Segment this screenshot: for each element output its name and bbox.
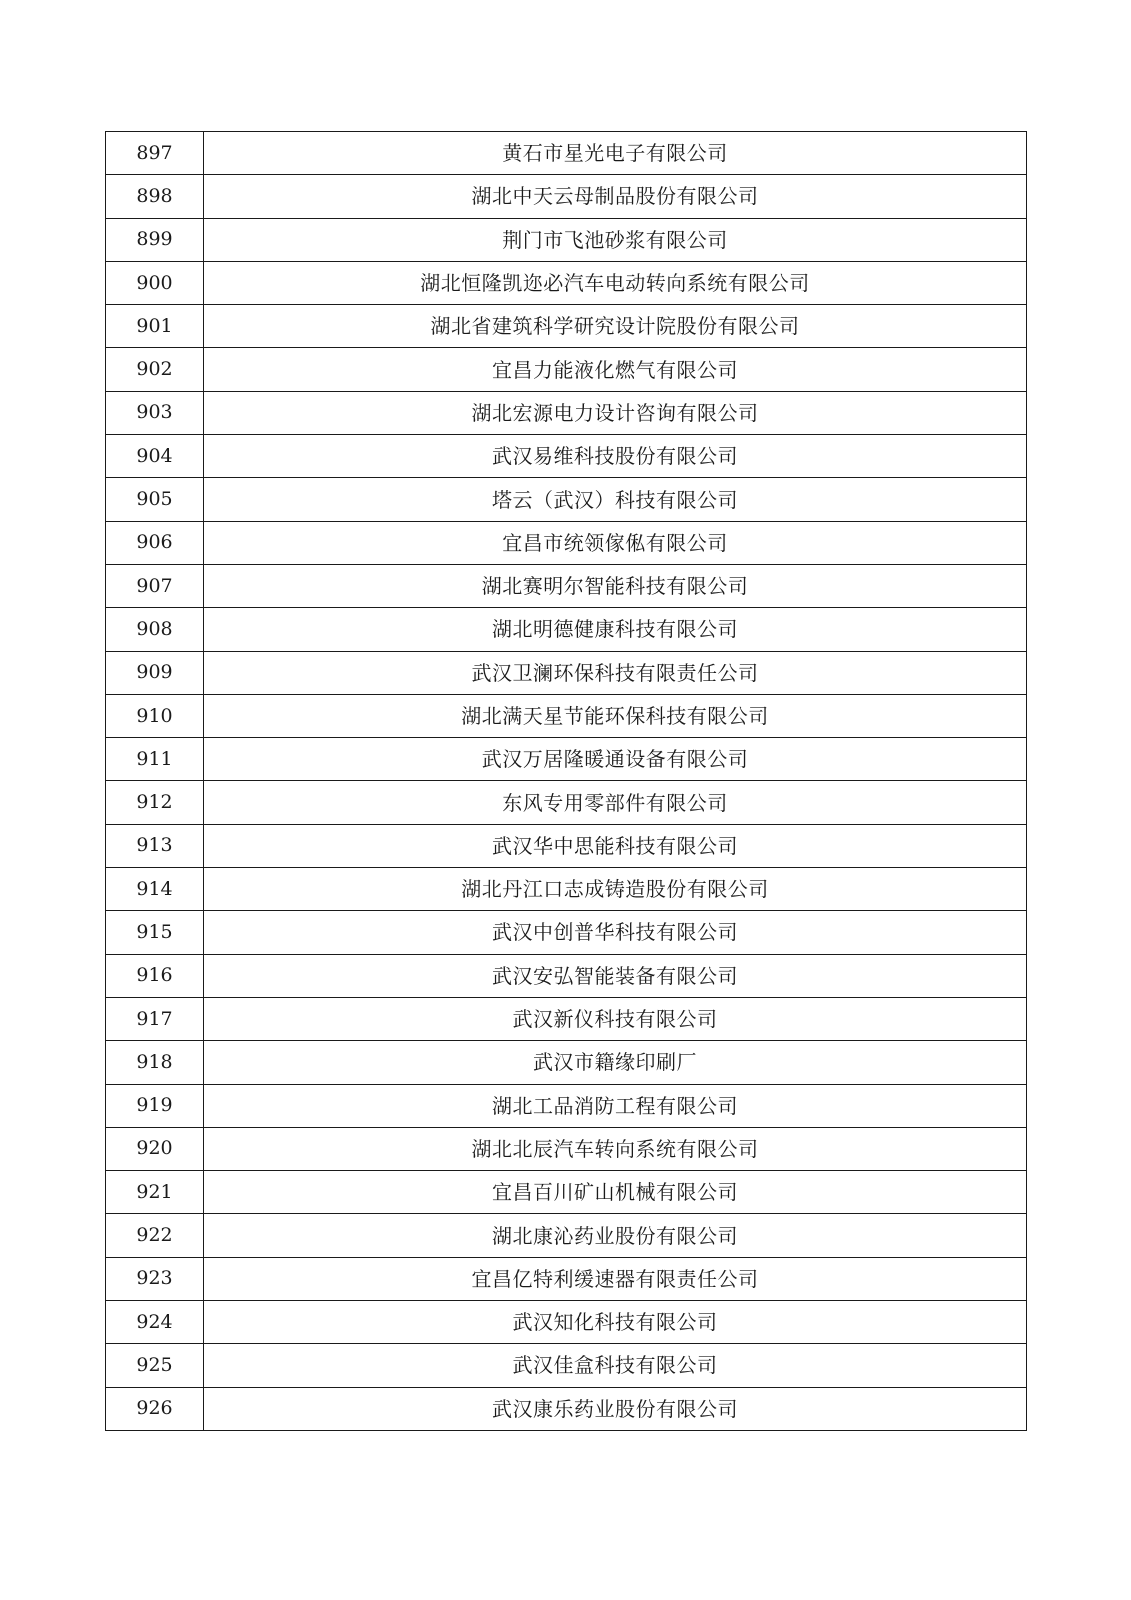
table-row [106, 1214, 1027, 1257]
row-number-cell: 917 [106, 997, 204, 1040]
row-number-cell: 916 [106, 954, 204, 997]
row-number-cell: 910 [106, 694, 204, 737]
company-name-cell: 湖北工品消防工程有限公司 [204, 1084, 1027, 1127]
company-name-cell: 武汉佳盒科技有限公司 [204, 1344, 1027, 1387]
table-row [106, 1041, 1027, 1084]
row-number-cell: 898 [106, 175, 204, 218]
table-row [106, 1301, 1027, 1344]
company-name-cell: 湖北赛明尔智能科技有限公司 [204, 564, 1027, 607]
row-number-cell: 913 [106, 824, 204, 867]
row-number-cell: 908 [106, 608, 204, 651]
company-name-cell: 湖北中天云母制品股份有限公司 [204, 175, 1027, 218]
company-name-cell: 湖北明德健康科技有限公司 [204, 608, 1027, 651]
row-number-cell: 923 [106, 1257, 204, 1300]
row-number-cell: 897 [106, 132, 204, 175]
table-row [106, 1387, 1027, 1430]
company-name-cell: 东风专用零部件有限公司 [204, 781, 1027, 824]
table-row [106, 694, 1027, 737]
row-number-cell: 902 [106, 348, 204, 391]
company-name-cell: 宜昌亿特利缓速器有限责任公司 [204, 1257, 1027, 1300]
table-row [106, 1084, 1027, 1127]
company-name-cell: 湖北北辰汽车转向系统有限公司 [204, 1127, 1027, 1170]
row-number-cell: 918 [106, 1041, 204, 1084]
company-name-cell: 宜昌力能液化燃气有限公司 [204, 348, 1027, 391]
row-number-cell: 906 [106, 521, 204, 564]
table-row [106, 478, 1027, 521]
table-row [106, 1127, 1027, 1170]
table-row [106, 997, 1027, 1040]
company-name-cell: 湖北省建筑科学研究设计院股份有限公司 [204, 305, 1027, 348]
company-name-cell: 武汉安弘智能装备有限公司 [204, 954, 1027, 997]
table-row [106, 348, 1027, 391]
row-number-cell: 901 [106, 305, 204, 348]
table-row [106, 564, 1027, 607]
company-name-cell: 湖北宏源电力设计咨询有限公司 [204, 391, 1027, 434]
table-row [106, 1171, 1027, 1214]
table-row [106, 781, 1027, 824]
table-row [106, 391, 1027, 434]
table-row [106, 261, 1027, 304]
table-row [106, 911, 1027, 954]
row-number-cell: 921 [106, 1171, 204, 1214]
table-row [106, 954, 1027, 997]
company-name-cell: 湖北丹江口志成铸造股份有限公司 [204, 868, 1027, 911]
row-number-cell: 905 [106, 478, 204, 521]
company-name-cell: 宜昌百川矿山机械有限公司 [204, 1171, 1027, 1214]
table-row [106, 305, 1027, 348]
table-row [106, 1257, 1027, 1300]
row-number-cell: 926 [106, 1387, 204, 1430]
company-name-cell: 武汉中创普华科技有限公司 [204, 911, 1027, 954]
table-row [106, 435, 1027, 478]
row-number-cell: 904 [106, 435, 204, 478]
table-row [106, 521, 1027, 564]
company-name-cell: 武汉康乐药业股份有限公司 [204, 1387, 1027, 1430]
company-name-cell: 宜昌市统领傢俬有限公司 [204, 521, 1027, 564]
company-name-cell: 塔云（武汉）科技有限公司 [204, 478, 1027, 521]
company-list-table [105, 131, 1027, 1431]
row-number-cell: 912 [106, 781, 204, 824]
company-name-cell: 武汉知化科技有限公司 [204, 1301, 1027, 1344]
company-name-cell: 荆门市飞池砂浆有限公司 [204, 218, 1027, 261]
row-number-cell: 900 [106, 261, 204, 304]
row-number-cell: 899 [106, 218, 204, 261]
company-name-cell: 黄石市星光电子有限公司 [204, 132, 1027, 175]
row-number-cell: 909 [106, 651, 204, 694]
row-number-cell: 925 [106, 1344, 204, 1387]
company-name-cell: 湖北康沁药业股份有限公司 [204, 1214, 1027, 1257]
row-number-cell: 924 [106, 1301, 204, 1344]
company-name-cell: 湖北恒隆凯迩必汽车电动转向系统有限公司 [204, 261, 1027, 304]
table-row [106, 738, 1027, 781]
table-row [106, 868, 1027, 911]
company-name-cell: 武汉万居隆暖通设备有限公司 [204, 738, 1027, 781]
company-name-cell: 武汉卫澜环保科技有限责任公司 [204, 651, 1027, 694]
company-name-cell: 湖北满天星节能环保科技有限公司 [204, 694, 1027, 737]
table-row [106, 1344, 1027, 1387]
table-row [106, 608, 1027, 651]
row-number-cell: 915 [106, 911, 204, 954]
company-name-cell: 武汉市籍缘印刷厂 [204, 1041, 1027, 1084]
table-row [106, 132, 1027, 175]
row-number-cell: 919 [106, 1084, 204, 1127]
row-number-cell: 907 [106, 564, 204, 607]
company-name-cell: 武汉华中思能科技有限公司 [204, 824, 1027, 867]
table-row [106, 175, 1027, 218]
company-name-cell: 武汉新仪科技有限公司 [204, 997, 1027, 1040]
row-number-cell: 914 [106, 868, 204, 911]
table-row [106, 651, 1027, 694]
row-number-cell: 922 [106, 1214, 204, 1257]
table-row [106, 824, 1027, 867]
table-row [106, 218, 1027, 261]
row-number-cell: 903 [106, 391, 204, 434]
row-number-cell: 920 [106, 1127, 204, 1170]
company-name-cell: 武汉易维科技股份有限公司 [204, 435, 1027, 478]
table-body [106, 132, 1027, 1431]
row-number-cell: 911 [106, 738, 204, 781]
